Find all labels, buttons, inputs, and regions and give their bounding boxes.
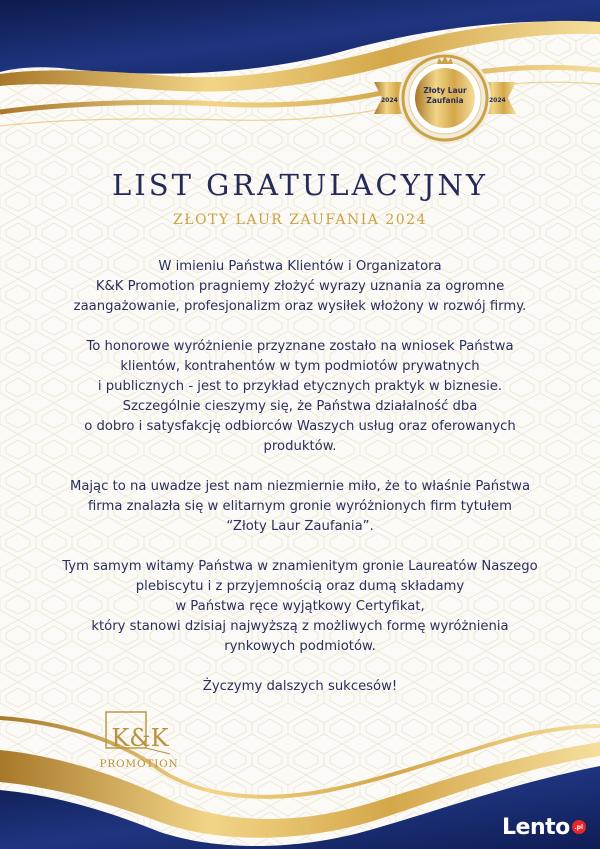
text-line: K&K Promotion pragniemy złożyć wyrazy uznania za ogromne	[95, 279, 505, 294]
letter-body	[30, 257, 570, 697]
page-title: LIST GRATULACYJNY	[112, 168, 488, 202]
closing-line: Życzymy dalszych sukcesów!	[202, 679, 398, 694]
page-subtitle: ZŁOTY LAUR ZAUFANIA 2024	[172, 212, 427, 228]
watermark-brand: Lento	[502, 814, 570, 840]
text-line: Mając to na uwadze jest nam niezmiernie miło, że to właśnie Państwa	[69, 479, 531, 494]
text-line: zaangażowanie, profesjonalizm oraz wysiłek włożony w rozwój firmy.	[73, 299, 527, 314]
badge-year-right: 2024	[489, 97, 506, 104]
text-line: produktów.	[263, 439, 337, 454]
badge-title-line: Złoty Laur	[423, 86, 467, 95]
paragraph-2	[30, 337, 570, 457]
award-badge-label	[413, 86, 477, 106]
paragraph-3	[30, 477, 570, 537]
text-line: klientów, kontrahentów w tym podmiotów prywatnych	[120, 359, 480, 374]
text-line: o dobro i satysfakcję odbiorców Waszych usług oraz oferowanych	[84, 419, 516, 434]
text-line: To honorowe wyróżnienie przyznane zostało na wniosek Państwa	[86, 339, 514, 354]
badge-year-left: 2024	[381, 97, 398, 104]
paragraph-4	[30, 557, 570, 657]
text-line: W imieniu Państwa Klientów i Organizatora	[158, 259, 442, 274]
paragraph-1	[30, 257, 570, 317]
lento-watermark	[502, 814, 586, 840]
text-line: “Złoty Laur Zaufania”.	[226, 519, 374, 534]
text-line: firma znalazła się w elitarnym gronie wyróżnionych firm tytułem	[88, 499, 512, 514]
watermark-suffix: .pl	[572, 820, 586, 834]
text-line: i publicznych - jest to przykład etycznych praktyk w biznesie.	[97, 379, 503, 394]
logo-monogram: K&K	[111, 724, 169, 752]
text-line: rynkowych podmiotów.	[224, 639, 376, 654]
text-line: w Państwa ręce wyjątkowy Certyfikat,	[175, 599, 425, 614]
logo-name: PROMOTION	[99, 758, 179, 770]
text-line: który stanowi dzisiaj najwyższą z możliwych formę wyróżnienia	[91, 619, 509, 634]
text-line: plebiscytu i z przyjemnością oraz dumą składamy	[135, 579, 465, 594]
badge-title-line: Zaufania	[426, 96, 464, 105]
text-line: Szczególnie cieszymy się, że Państwa działalność dba	[122, 399, 478, 414]
text-line: Tym samym witamy Państwa w znamienitym gronie Laureatów Naszego	[62, 559, 538, 574]
